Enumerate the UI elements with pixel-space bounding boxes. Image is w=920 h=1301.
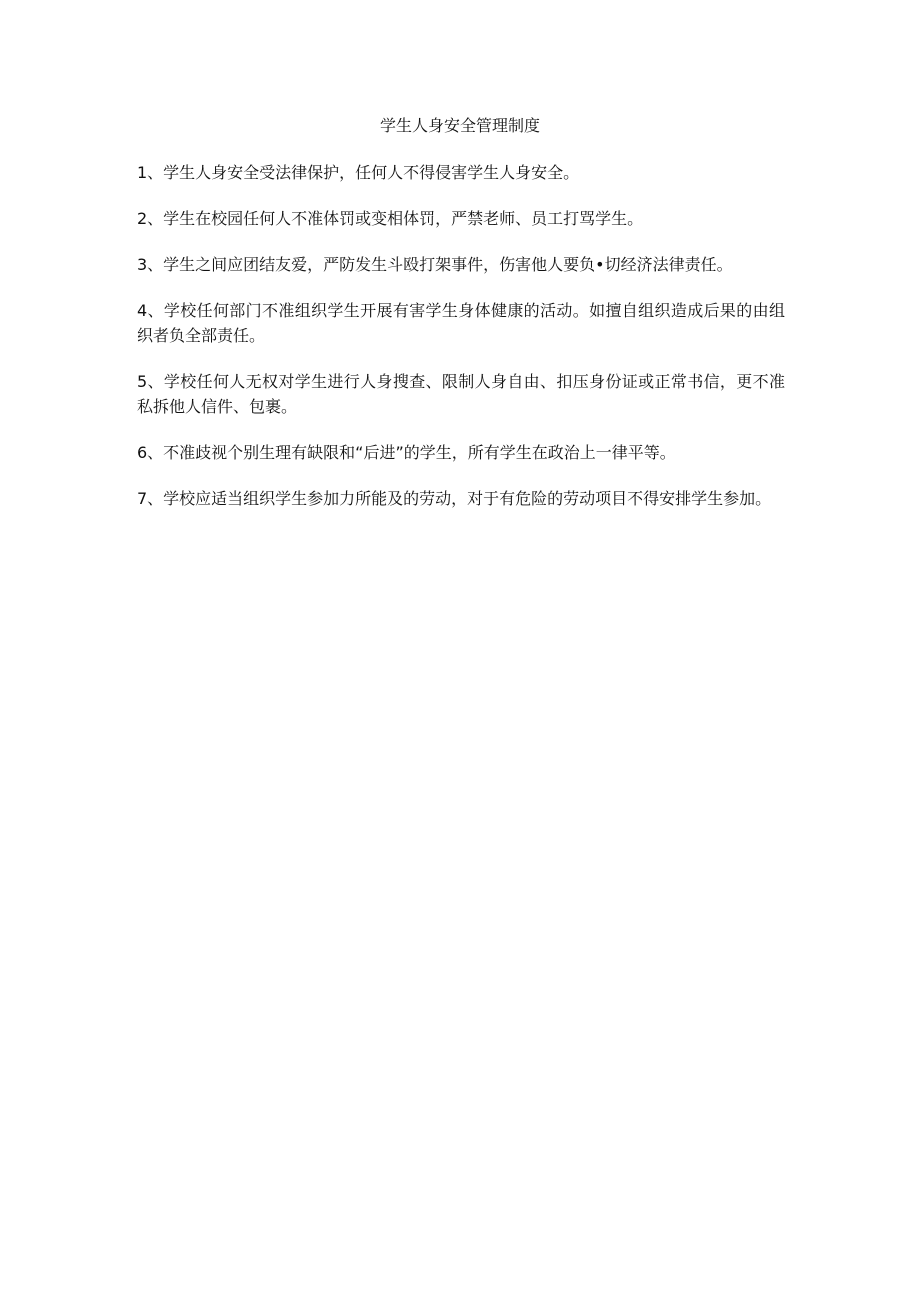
rule-item-2: 2、学生在校园任何人不准体罚或变相体罚，严禁老师、员工打骂学生。 [137,209,644,228]
rule-item-3: 3、学生之间应团结友爱，严防发生斗殴打架事件，伤害他人要负•切经济法律责任。 [137,255,733,274]
document-title: 学生人身安全管理制度 [379,116,540,135]
rule-item-5: 5、学校任何人无权对学生进行人身搜查、限制人身自由、扣压身份证或正常书信，更不准私拆他人信件、包裹。 [137,372,785,416]
rule-item-4: 4、学校任何部门不准组织学生开展有害学生身体健康的活动。如擅自组织造成后果的由组织者负全部责任。 [137,301,785,345]
rule-item-6: 6、不准歧视个别生理有缺限和“后进”的学生，所有学生在政治上一律平等。 [137,443,676,462]
rules-list [137,160,785,532]
rule-item-7: 7、学校应适当组织学生参加力所能及的劳动，对于有危险的劳动项目不得安排学生参加。 [137,489,772,508]
rule-item-1: 1、学生人身安全受法律保护，任何人不得侵害学生人身安全。 [137,163,580,182]
